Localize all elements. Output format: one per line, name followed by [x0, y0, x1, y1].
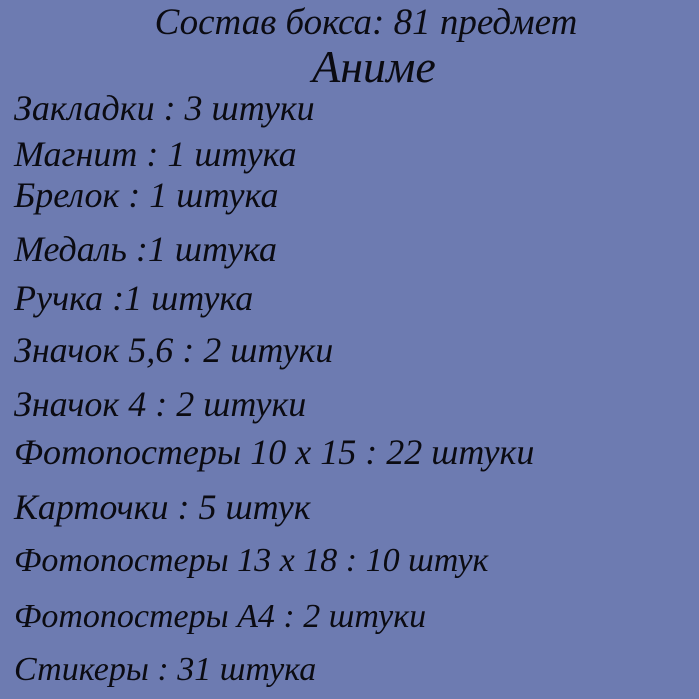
box-subtitle: Аниме — [312, 41, 436, 92]
item-magnet: Магнит : 1 штука — [14, 134, 297, 174]
item-badge-4: Значок 4 : 2 штуки — [14, 384, 307, 424]
item-photoposters-a4: Фотопостеры А4 : 2 штуки — [14, 598, 427, 635]
item-medal: Медаль :1 штука — [14, 229, 278, 269]
item-keychain: Брелок : 1 штука — [14, 175, 279, 215]
item-photoposters-10x15: Фотопостеры 10 х 15 : 22 штуки — [14, 432, 535, 472]
item-photoposters-13x18: Фотопостеры 13 х 18 : 10 штук — [14, 542, 489, 579]
item-badge-5-6: Значок 5,6 : 2 штуки — [14, 330, 334, 370]
item-stickers: Стикеры : 31 штука — [14, 651, 317, 688]
item-cards: Карточки : 5 штук — [14, 487, 311, 527]
item-pen: Ручка :1 штука — [14, 278, 254, 318]
box-title: Состав бокса: 81 предмет — [154, 2, 578, 43]
item-bookmarks: Закладки : 3 штуки — [14, 88, 315, 128]
